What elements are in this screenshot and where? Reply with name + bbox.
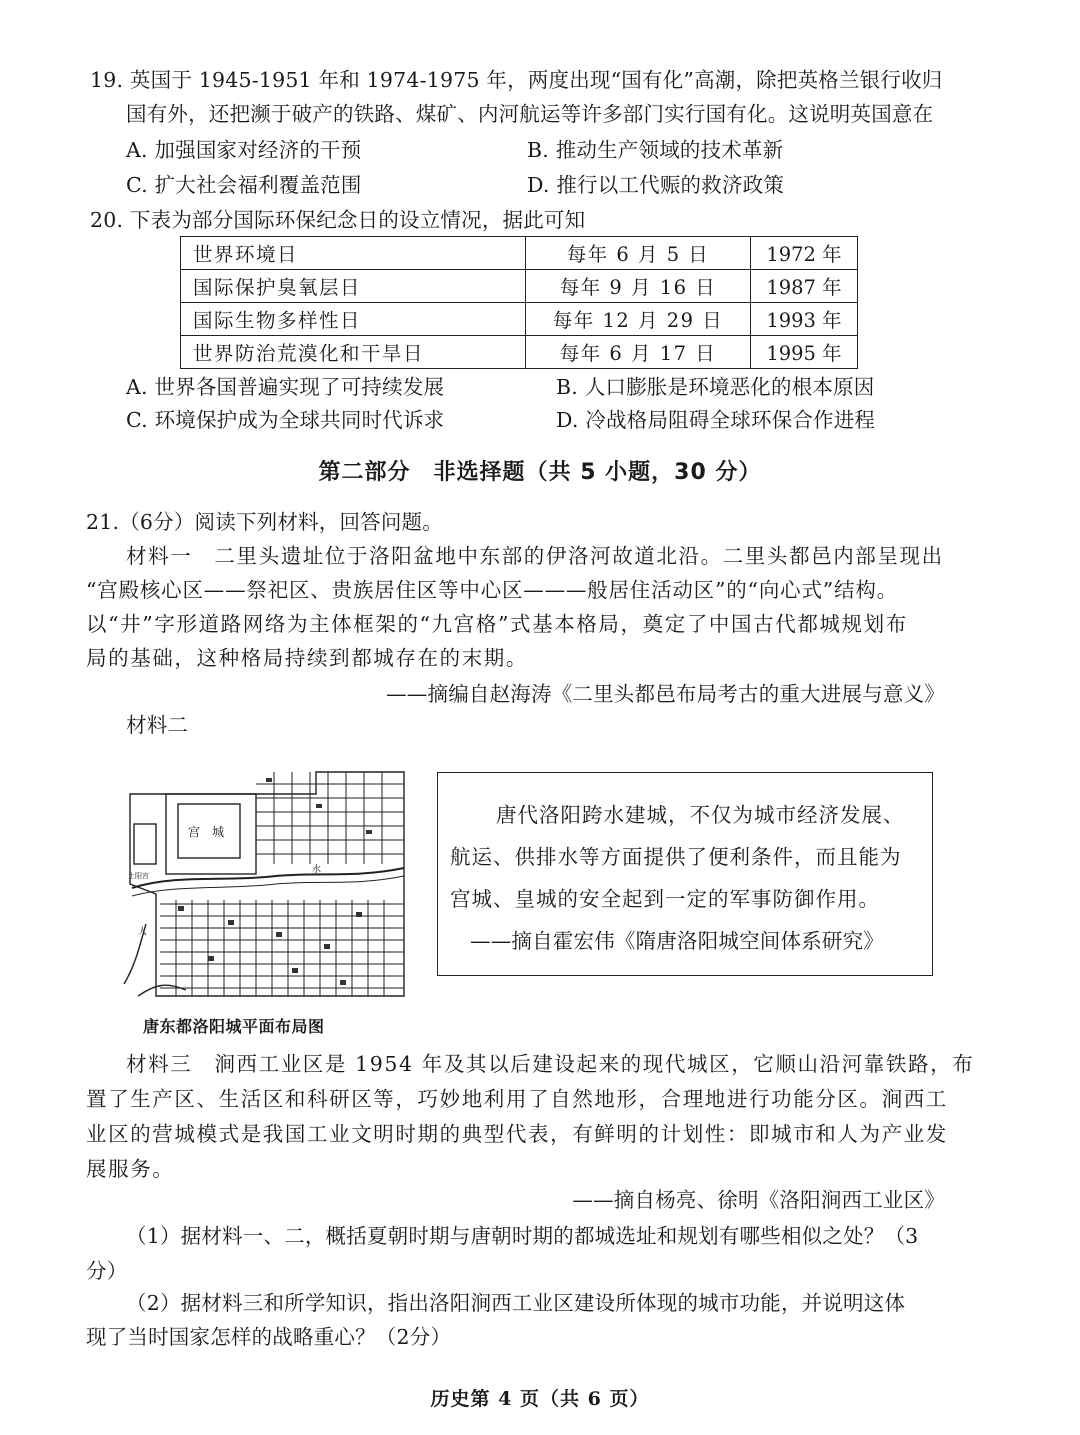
- q21-sub1-line: 分）: [86, 1259, 128, 1283]
- quote-source: ——摘自霍宏伟《隋唐洛阳城空间体系研究》: [470, 929, 884, 953]
- table-row: [181, 237, 858, 270]
- q20-option-d: D. 冷战格局阻碍全球环保合作进程: [556, 408, 876, 432]
- q21-material1-line: 局的基础，这种格局持续到都城存在的末期。: [86, 646, 528, 670]
- q21-stem: 21.（6分）阅读下列材料，回答问题。: [86, 510, 443, 534]
- q21-material3-source: ——摘自杨亮、徐明《洛阳涧西工业区》: [572, 1188, 945, 1212]
- table-cell: 国际生物多样性日: [181, 303, 526, 336]
- q19-stem-line1: 19. 英国于 1945-1951 年和 1974-1975 年，两度出现“国有化”高潮，除把英格兰银行收归: [90, 68, 943, 92]
- q21-material1-line: 材料一 二里头遗址位于洛阳盆地中东部的伊洛河故道北沿。二里头都邑内部呈现出: [126, 544, 944, 568]
- q20-stem: 20. 下表为部分国际环保纪念日的设立情况，据此可知: [90, 208, 586, 232]
- q19-option-d: D. 推行以工代赈的救济政策: [527, 173, 785, 197]
- table-row: [181, 303, 858, 336]
- quote-line: 宫城、皇城的安全起到一定的军事防御作用。: [450, 887, 880, 911]
- map-label-left: 上阳宫: [128, 872, 149, 880]
- q21-material1-line: “宫殿核心区——祭祀区、贵族居住区等中心区———般居住活动区”的“向心式”结构。: [86, 578, 898, 602]
- table-cell: 每年 9 月 16 日: [526, 270, 751, 303]
- q21-material2-label: 材料二: [126, 713, 189, 737]
- table-cell: 世界防治荒漠化和干旱日: [181, 336, 526, 369]
- quote-line: 唐代洛阳跨水建城，不仅为城市经济发展、: [496, 803, 905, 827]
- table-row: [181, 336, 858, 369]
- quote-line: 航运、供排水等方面提供了便利条件，而且能为: [450, 845, 902, 869]
- q21-sub1-line: （1）据材料一、二，概括夏朝时期与唐朝时期的都城选址和规划有哪些相似之处？（3: [126, 1224, 919, 1248]
- table-cell: 每年 6 月 5 日: [526, 237, 751, 270]
- page-footer: 历史第 4 页（共 6 页）: [430, 1388, 650, 1410]
- part2-heading: 第二部分 非选择题（共 5 小题，30 分）: [318, 460, 762, 485]
- q19-option-a: A. 加强国家对经济的干预: [126, 138, 362, 162]
- q20-option-c: C. 环境保护成为全球共同时代诉求: [126, 408, 445, 432]
- q21-material3-line: 材料三 涧西工业区是 1954 年及其以后建设起来的现代城区，它顺山沿河靠铁路，布: [126, 1052, 975, 1076]
- q19-stem-line2: 国有外，还把濒于破产的铁路、煤矿、内河航运等许多部门实行国有化。这说明英国意在: [126, 102, 934, 126]
- q21-material3-line: 置了生产区、生活区和科研区等，巧妙地利用了自然地形，合理地进行功能分区。涧西工: [86, 1087, 948, 1111]
- q21-material3-line: 业区的营城模式是我国工业文明时期的典型代表，有鲜明的计划性：即城市和人为产业发: [86, 1122, 948, 1146]
- table-cell: 1995 年: [751, 336, 858, 369]
- map-label-side: 人: [138, 927, 148, 937]
- table-cell: 1987 年: [751, 270, 858, 303]
- map-label-palace: 宫 城: [188, 825, 225, 839]
- q20-option-a: A. 世界各国普遍实现了可持续发展: [126, 375, 445, 399]
- map-label-river: 水: [312, 865, 322, 875]
- map-caption: 唐东都洛阳城平面布局图: [143, 1017, 325, 1036]
- q21-material1-source: ——摘编自赵海涛《二里头都邑布局考古的重大进展与意义》: [386, 682, 945, 706]
- q19-option-c: C. 扩大社会福利覆盖范围: [126, 173, 362, 197]
- q21-material1-line: 以“井”字形道路网络为主体框架的“九宫格”式基本格局，奠定了中国古代都城规划布: [86, 612, 908, 636]
- table-cell: 每年 6 月 17 日: [526, 336, 751, 369]
- table-cell: 世界环境日: [181, 237, 526, 270]
- table-cell: 1972 年: [751, 237, 858, 270]
- table-cell: 每年 12 月 29 日: [526, 303, 751, 336]
- environment-days-table: [180, 236, 858, 369]
- table-cell: 1993 年: [751, 303, 858, 336]
- luoyang-city-plan-map: [116, 764, 412, 1004]
- q21-sub2-line: 现了当时国家怎样的战略重心？（2分）: [86, 1325, 452, 1349]
- material2-quote-box: [437, 772, 933, 976]
- table-row: [181, 270, 858, 303]
- q20-option-b: B. 人口膨胀是环境恶化的根本原因: [556, 375, 875, 399]
- q21-material3-line: 展服务。: [86, 1157, 175, 1181]
- q21-sub2-line: （2）据材料三和所学知识，指出洛阳涧西工业区建设所体现的城市功能，并说明这体: [126, 1291, 906, 1315]
- table-cell: 国际保护臭氧层日: [181, 270, 526, 303]
- q19-option-b: B. 推动生产领域的技术革新: [527, 138, 784, 162]
